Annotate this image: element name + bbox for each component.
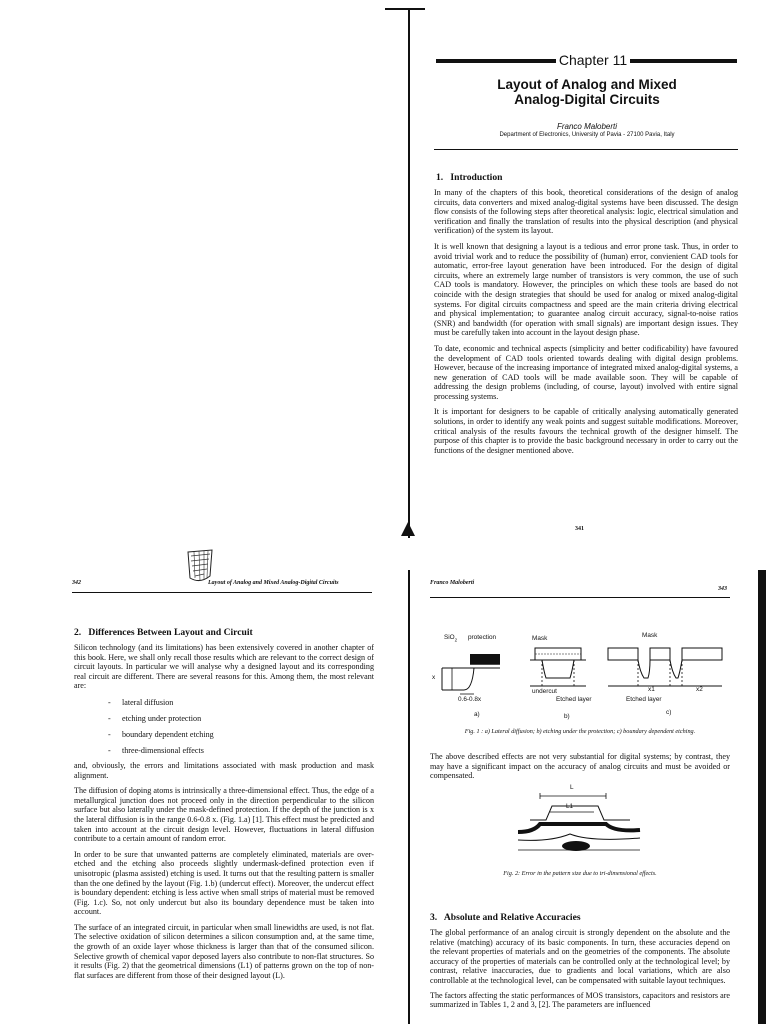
fig1-label-etched-c: Etched layer (626, 696, 662, 703)
section-heading-accuracies: 3. Absolute and Relative Accuracies (430, 912, 581, 923)
body-paragraph: In order to be sure that unwanted patterns are completely eliminated, materials are over-etched and the etching also proceeds slightly undermask-defined protection even if unisotropic (plasma assisted) etching is used. It turns out that the resulting pattern is smaller than the one defined by the layout (Fig. 1.b) (undercut effect). Moreover, the undercut effect is boundary dependent: etching is less active when small strips of material must be removed (Fig. 1.c). So, not only undercut but also its boundary dependence must be taken into account. (74, 849, 374, 917)
fig1-label-undercut: undercut (532, 688, 557, 695)
intro-paragraph: It is important for designers to be capable of critically analysing automatically generated solutions, in order to identify any weak points and suggest suitable modifications. Moreover, critical analysis of the results favours the technical growth of the designer himself. The purpose of this chapter is to provide the basic background necessary in order to carry out the functions of the designer mentioned above. (434, 407, 738, 455)
page-number-341: 341 (575, 526, 584, 532)
fig1-label-x1: x1 (648, 686, 655, 693)
list-item: - etching under protection (108, 711, 374, 727)
title-rule (434, 149, 738, 150)
intro-body (434, 188, 738, 455)
intro-paragraph: In many of the chapters of this book, theoretical considerations of the design of analog circuits, data converters and mixed analog-digital systems have been discussed. The design flow consists of the following steps after theoretical analysis: logic, electrical simulation and verification and finally the translation of results into the physical description (and physical verification) of the system its layout. (434, 188, 738, 236)
running-head-343: Franco Maloberti (430, 580, 475, 586)
page-number-342: 342 (72, 580, 81, 586)
author-name: Franco Maloberti (556, 122, 618, 131)
header-rule-342 (72, 592, 372, 593)
accuracies-paragraph: The factors affecting the static performances of MOS transistors, capacitors and resistors are summarized in Tables 1, 2 and 3, [2]. The parameters are influenced (430, 990, 730, 1010)
page-343 (400, 540, 768, 1024)
body-paragraph: The surface of an integrated circuit, in particular when small linewidths are used, is not flat. The selective oxidation of silicon determines a silicon consumption and, at the same time, the growth of an oxide layer whose thickness is larger than that of the consumed silicon. Selective growth of chemical vapor deposed layers also contribute to non-flat structures. So it results (Fig. 2) that the geometrical dimensions (L1) of patterns grown on the top of non-flat surfaces are different from those of their designed layout (L). (74, 922, 374, 980)
fig1-label-mask-b: Mask (532, 635, 548, 642)
fig1-label-protection: protection (468, 634, 497, 641)
list-item: - three-dimensional effects (108, 743, 374, 759)
header-rule-343 (430, 597, 730, 598)
figure-2-caption: Fig. 2: Error in the pattern size due to tri-dimensional effects. (503, 870, 657, 877)
figure-2-drawing (510, 790, 650, 854)
section-heading-differences: 2. Differences Between Layout and Circuit (74, 627, 253, 638)
body-paragraph: and, obviously, the errors and limitations associated with mask production and mask alignment. (74, 760, 374, 780)
author-affiliation: Department of Electronics, University of Pavia - 27100 Pavia, Italy (499, 132, 675, 138)
intro-paragraph: To date, economic and technical aspects (simplicity and better codificability) have favoured the development of CAD tools oriented towards dealing with digital design problems. However, because of the increasing importance of integrated mixed analog-digital systems, a new generation of CAD tools will be made available soon. They will be capable of addressing the design problems (including, of course, layout) involved with entire signal processing systems. (434, 343, 738, 401)
accuracies-body (430, 928, 730, 1010)
fig1-label-x: x (432, 674, 436, 681)
chapter-label: Chapter 11 (558, 52, 628, 68)
chapter-title-line2: Analog-Digital Circuits (514, 92, 660, 107)
fig2-label-L1: L1 (566, 803, 574, 810)
fig1-label-etched-b: Etched layer (556, 696, 592, 703)
list-item: - lateral diffusion (108, 695, 374, 711)
chapter-rule-right (630, 59, 737, 63)
fig1-label-c: c) (666, 709, 672, 716)
figure-1-caption: Fig. 1 : a) Lateral diffusion; b) etching under the protection; c) boundary dependent etching. (464, 728, 696, 735)
fig1-label-range: 0.6-0.8x (458, 696, 482, 703)
figure-1 (430, 628, 740, 728)
fig2-label-L: L (570, 784, 574, 791)
chapter-title (436, 77, 738, 107)
spine-line-lower (408, 570, 410, 1024)
accuracies-paragraph: The global performance of an analog circuit is strongly dependent on the absolute and the relative (matching) accuracy of its basic components. In turn, these accuracies depend on the relevant properties of materials and on the geometries of the components. The absolute accuracy of the properties of materials can be controlled only at the technological level; by contrast, relative inaccuracies, due to gradients and local variations, which are also controllable at the technological level, can be compensated with suitable layout techniques. (430, 928, 730, 985)
section-heading-intro: 1. Introduction (436, 172, 503, 183)
intro-paragraph: It is well known that designing a layout is a tedious and error prone task. Thus, in order to avoid trivial work and to reduce the possibility of (human) error, convienient CAD tools for automatic, error-free layout generation have been introduced. For the design of digital circuits, where an extremely large number of transistors is very common, the use of such CAD tools is mandatory. However, the principles on which these tools are based do not coincide with the design strategies that should be used for analog or mixed analog-digital systems. For digital circuits compactness and speed are the main criteria driving electrical and physical implementation; to guarantee analog circuit accuracy, signal-to-noise ratios (SNR) and bandwidth (for operation with small signals) are important design issues. They must be carefully taken into account in the layout design phase. (434, 241, 738, 338)
right-edge-shadow (758, 570, 766, 1024)
figure-2 (510, 784, 650, 854)
differences-body (74, 643, 374, 980)
fig1-label-mask-c: Mask (642, 632, 658, 639)
list-item: - boundary dependent etching (108, 727, 374, 743)
body-paragraph: The diffusion of doping atoms is intrinsically a three-dimensional effect. Thus, the edge of a metallurgical junction does not proceed only in the direction perpendicular to the silicon surface but also laterally under the mask-defined protection. If the depth of the junction is x the lateral diffusion is in the range 0.6-0.8 x. (Fig. 1.a) [1]. This effect must be predicted and taken into account at the circuit design level. However, fluctuations in lateral diffusion contribute to a certain amount of random error. (74, 786, 374, 844)
fig1-label-sio2: SiO$_2$ (444, 634, 458, 643)
fig1-label-x2: x2 (696, 686, 703, 693)
running-head-342: Layout of Analog and Mixed Analog-Digital Circuits (208, 580, 339, 586)
chapter-title-line1: Layout of Analog and Mixed (497, 77, 677, 92)
effects-paragraph: The above described effects are not very substantial for digital systems; by contrast, they may have a significant impact on the accuracy of analog circuits and must be avoided or compensated. (430, 752, 730, 781)
effects-list (108, 695, 374, 759)
differences-intro: Silicon technology (and its limitations) has been extensively covered in another chapter of this book. Here, we shall only recall those results which are relevant to the correct design of circuit layouts. In particular we will analyse why a designed layout and its corresponding real circuit are different. There are several reasons for this. Among them, the most relevant are: (74, 643, 374, 691)
spine-arrow (401, 522, 415, 536)
page-342 (0, 540, 400, 1024)
spine-line (408, 8, 410, 538)
page-number-343: 343 (718, 586, 727, 592)
spine-mark-top (385, 8, 425, 10)
fig1-label-b: b) (564, 713, 570, 720)
fig1-label-a: a) (474, 711, 480, 718)
chapter-rule-left (436, 59, 556, 63)
